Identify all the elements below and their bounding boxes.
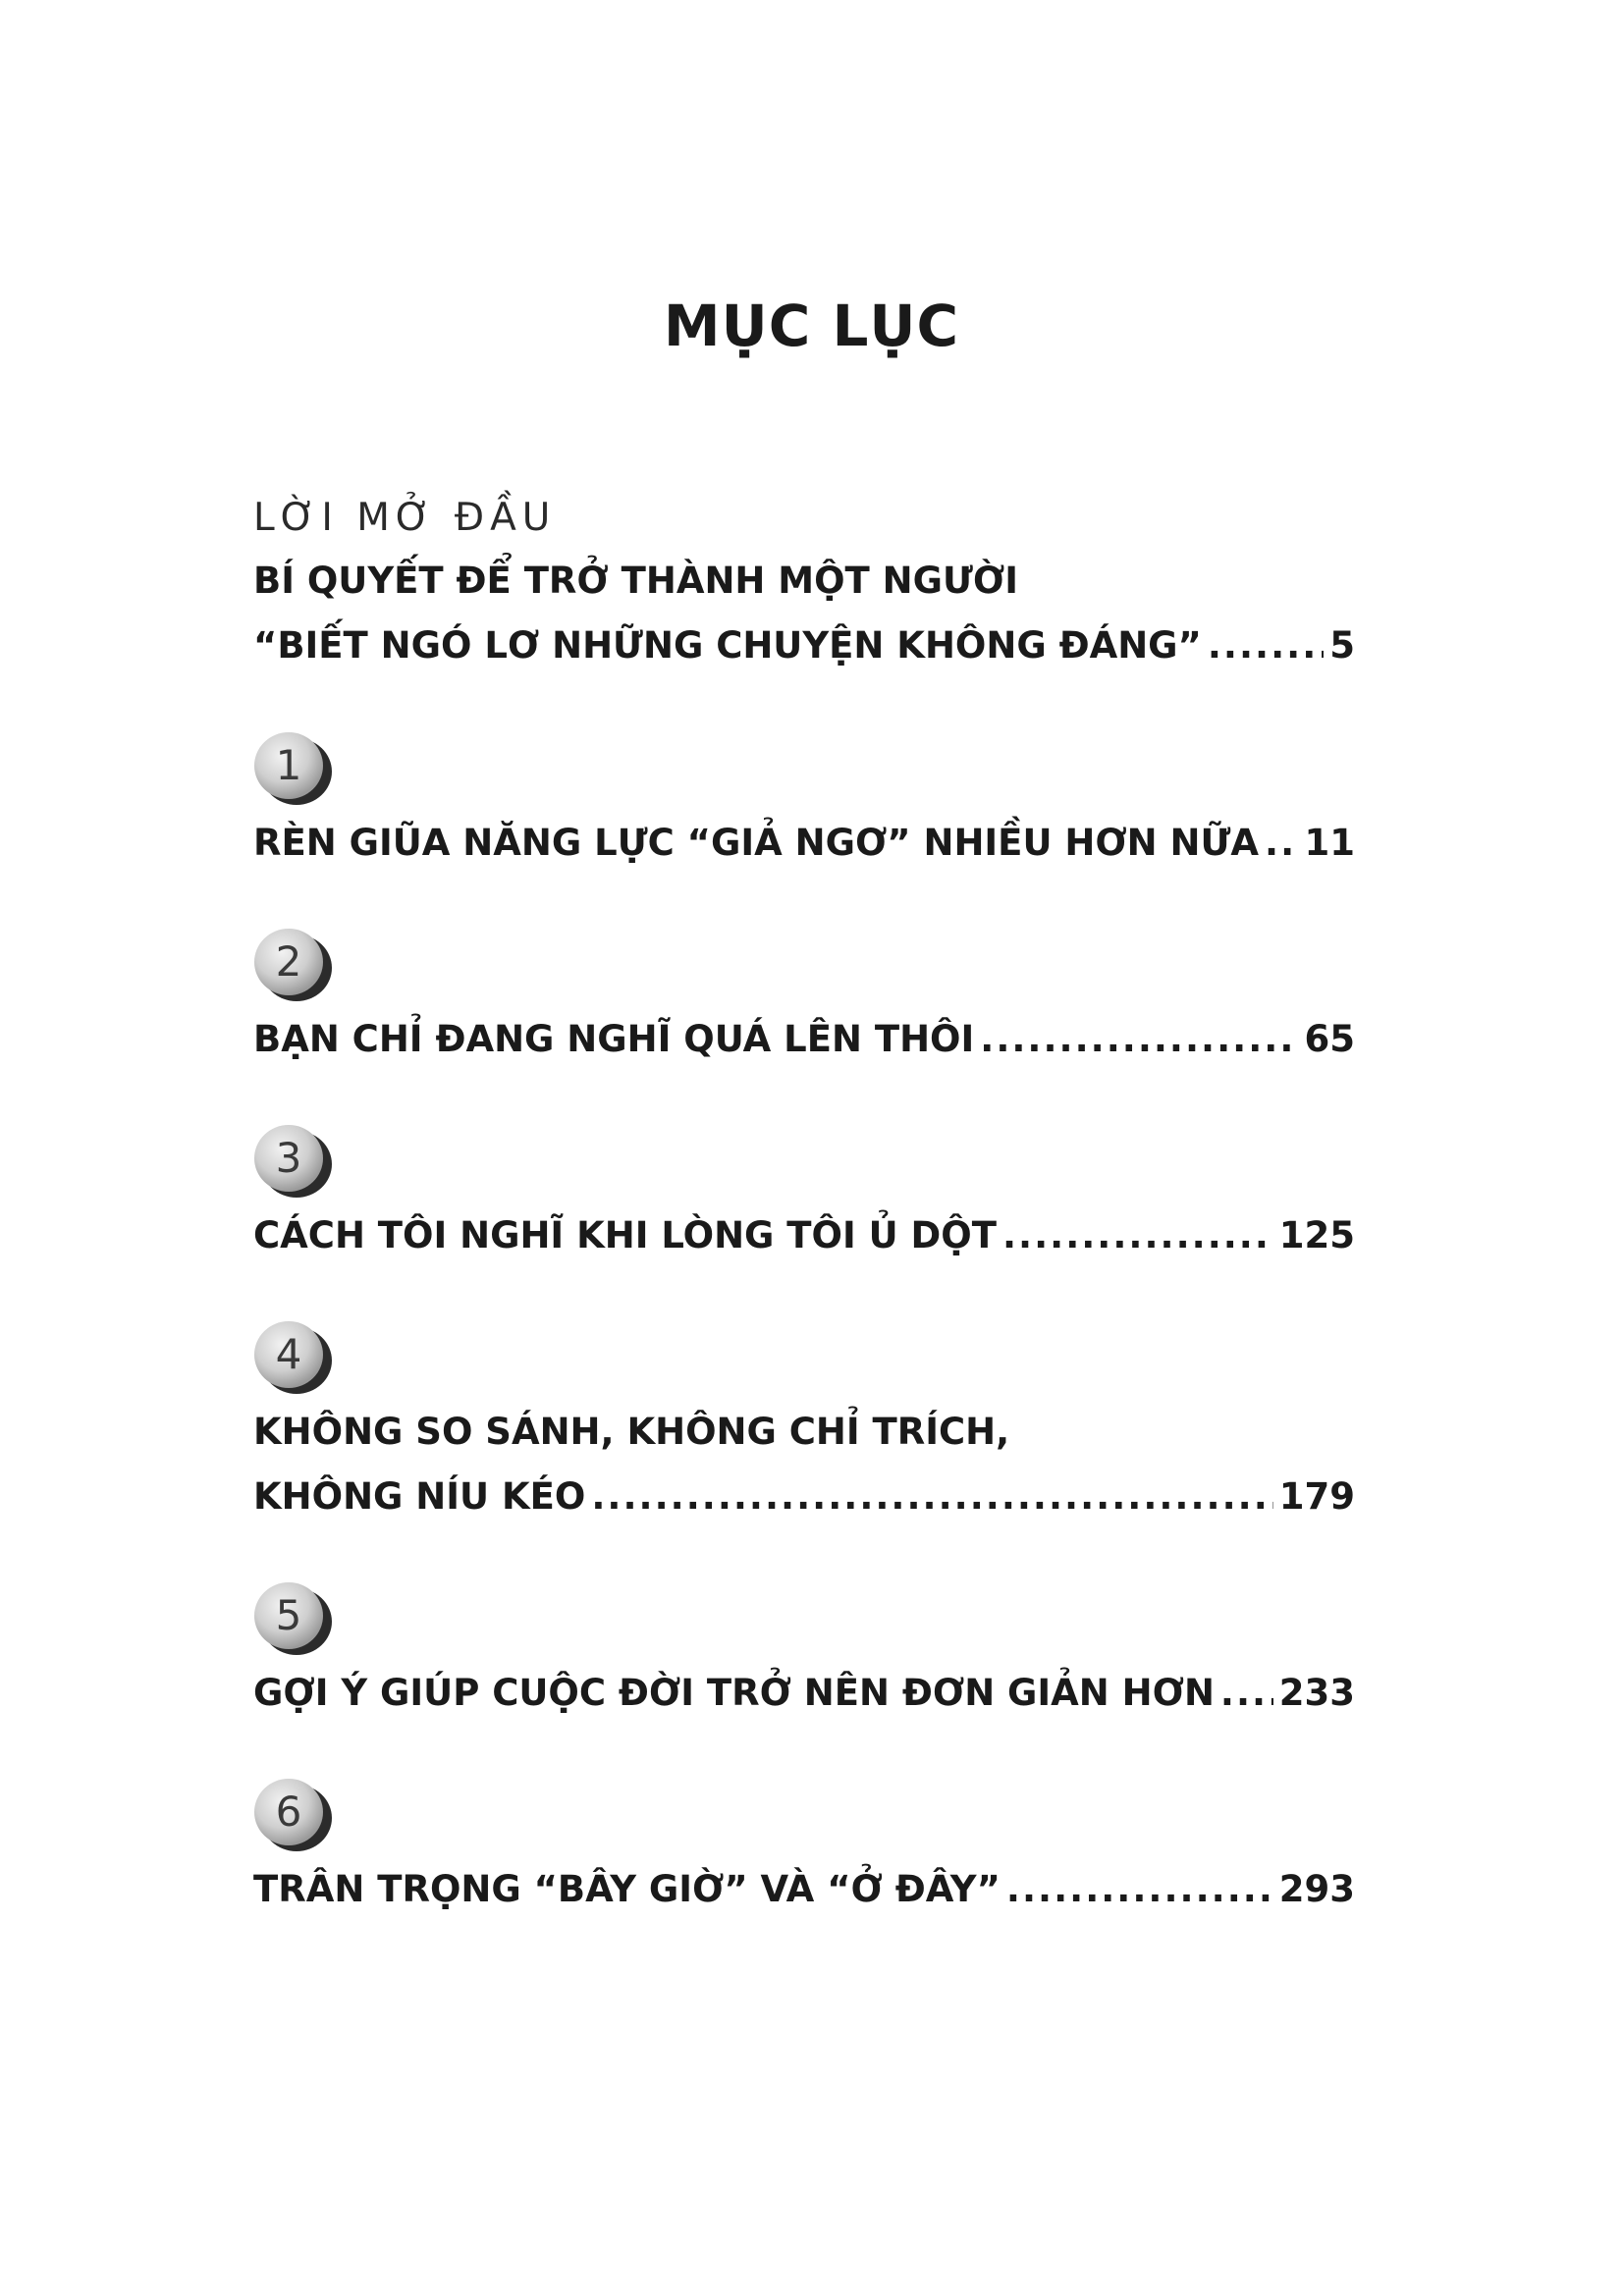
page-number: 293 <box>1278 1868 1355 1910</box>
chapter-number: 1 <box>275 741 302 789</box>
page-number: 5 <box>1329 624 1355 667</box>
chapter-number-badge <box>253 1580 342 1657</box>
chapter-number-badge <box>253 1777 342 1853</box>
page-number: 233 <box>1278 1672 1355 1714</box>
page-number: 65 <box>1304 1018 1355 1060</box>
chapter-number-badge <box>253 1319 342 1396</box>
toc-entry-chapter-5[interactable] <box>253 1669 1355 1718</box>
chapter-number: 4 <box>275 1330 302 1378</box>
chapter-number: 6 <box>275 1788 302 1836</box>
dot-leader <box>1220 1669 1273 1718</box>
chapter-title: CÁCH TÔI NGHĨ KHI LÒNG TÔI Ủ DỘT <box>253 1214 997 1256</box>
dot-leader <box>980 1015 1298 1064</box>
prologue-title-line1: BÍ QUYẾT ĐỂ TRỞ THÀNH MỘT NGƯỜI <box>253 560 1019 602</box>
dot-leader <box>1006 1865 1273 1914</box>
dot-leader <box>1265 819 1298 868</box>
chapter-number: 5 <box>275 1591 302 1639</box>
page-number: 11 <box>1304 822 1355 864</box>
chapter-number-badge <box>253 1123 342 1200</box>
chapter-title: GỢI Ý GIÚP CUỘC ĐỜI TRỞ NÊN ĐƠN GIẢN HƠN <box>253 1672 1215 1714</box>
toc-entry-chapter-3[interactable] <box>253 1211 1355 1260</box>
toc-entry-chapter-6[interactable] <box>253 1865 1355 1914</box>
chapter-number-badge <box>253 730 342 807</box>
chapter-title-line1: KHÔNG SO SÁNH, KHÔNG CHỈ TRÍCH, <box>253 1411 1010 1453</box>
prologue-title-line2: “BIẾT NGÓ LƠ NHỮNG CHUYỆN KHÔNG ĐÁNG” <box>253 624 1202 667</box>
chapter-number: 3 <box>275 1134 302 1182</box>
dot-leader <box>1208 621 1324 670</box>
toc-entry-chapter-1[interactable] <box>253 819 1355 868</box>
toc-entry-chapter-4-line1[interactable] <box>253 1408 1355 1457</box>
toc-entry-prologue-line2[interactable] <box>253 621 1355 670</box>
dot-leader <box>1002 1211 1273 1260</box>
chapter-title: TRÂN TRỌNG “BÂY GIỜ” VÀ “Ở ĐÂY” <box>253 1868 1001 1910</box>
chapter-title: RÈN GIŨA NĂNG LỰC “GIẢ NGƠ” NHIỀU HƠN NỮA <box>253 822 1260 864</box>
chapter-title: BẠN CHỈ ĐANG NGHĨ QUÁ LÊN THÔI <box>253 1018 975 1060</box>
prologue-label: LỜI MỞ ĐẦU <box>253 496 557 540</box>
page-title: MỤC LỤC <box>663 293 960 359</box>
chapter-number: 2 <box>275 937 302 986</box>
toc-entry-prologue-line1[interactable] <box>253 557 1355 606</box>
dot-leader <box>591 1472 1272 1522</box>
page-number: 179 <box>1278 1475 1355 1518</box>
chapter-number-badge <box>253 927 342 1003</box>
page-number: 125 <box>1278 1214 1355 1256</box>
chapter-title-line2: KHÔNG NÍU KÉO <box>253 1475 586 1518</box>
toc-entry-chapter-4-line2[interactable] <box>253 1472 1355 1522</box>
toc-entry-chapter-2[interactable] <box>253 1015 1355 1064</box>
